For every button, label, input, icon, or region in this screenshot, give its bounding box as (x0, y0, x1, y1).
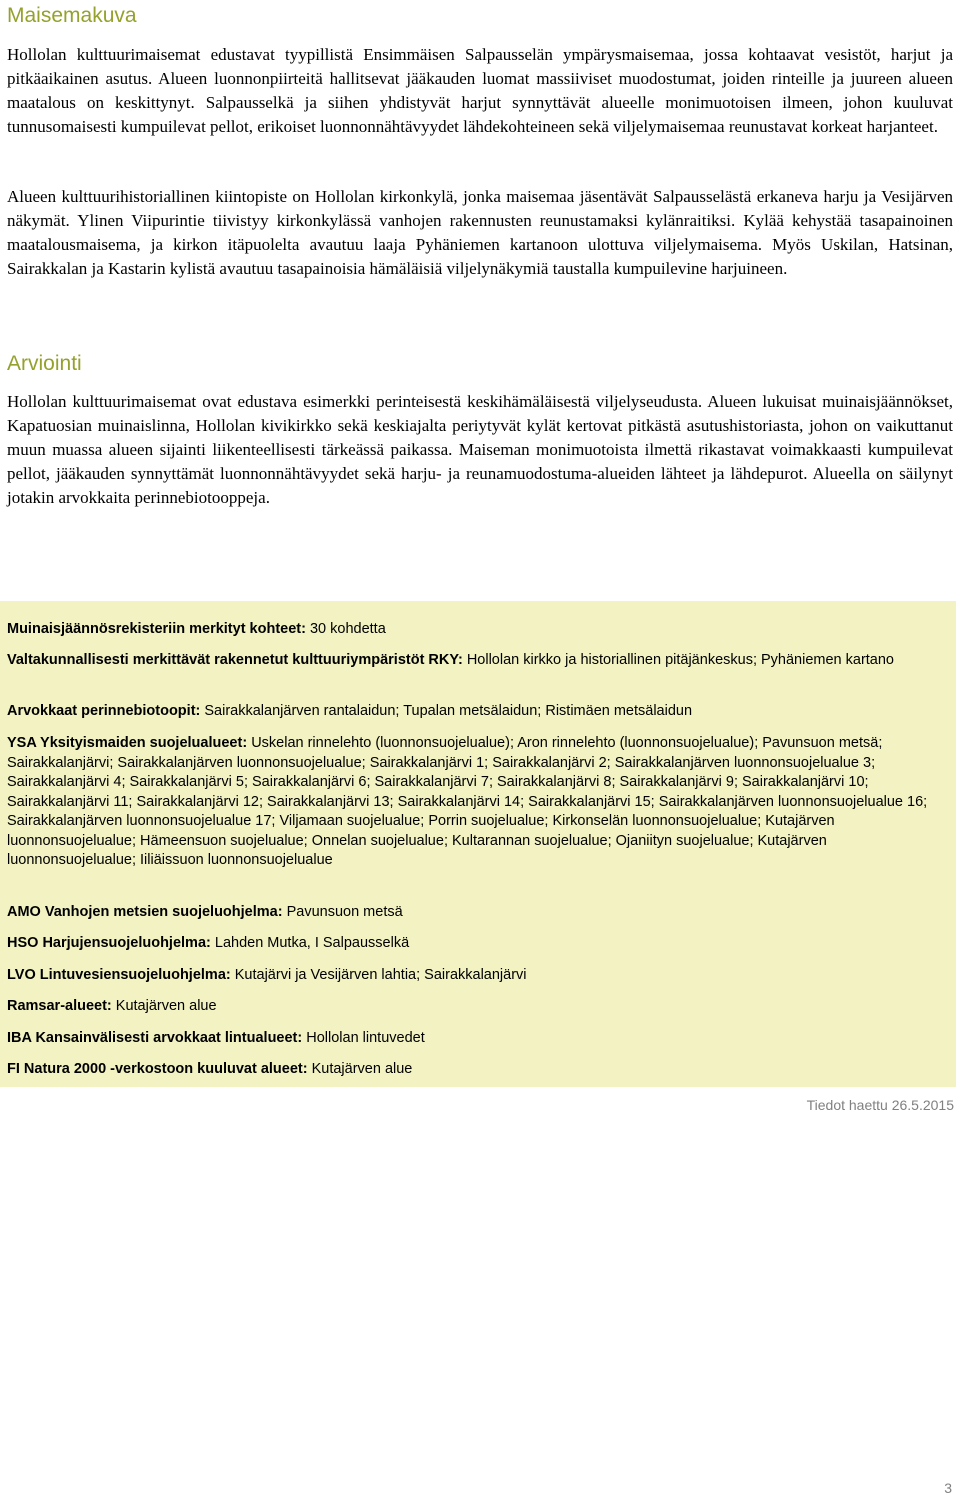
info-label: Arvokkaat perinnebiotoopit: (7, 703, 201, 719)
info-value: Hollolan lintuvedet (306, 1030, 425, 1046)
page-number: 3 (944, 1480, 952, 1496)
info-value: Kutajärven alue (311, 1061, 413, 1077)
info-value: Sairakkalanjärven rantalaidun; Tupalan metsälaidun; Ristimäen metsälaidun (204, 703, 693, 719)
info-item-natura (7, 1060, 949, 1080)
info-value: Pavunsuon metsä (286, 904, 403, 920)
info-label: YSA Yksityismaiden suojelualueet: (7, 735, 248, 751)
info-item-ancient-relics (7, 620, 949, 640)
info-label: Muinaisjäännösrekisteriin merkityt kohteet: (7, 621, 306, 637)
info-value: Kutajärvi ja Vesijärven lahtia; Sairakkalanjärvi (234, 967, 527, 983)
assessment-paragraph: Hollolan kulttuurimaisemat ovat edustava esimerkki perinteisestä keskihämäläisestä viljelyseudusta. Alueen lukuisat muinaisjäännökset, Kapatuosian muinaislinna, Hollolan kivikirkko sekä keskiajalta periytyvät kylät kertovat pitkästä asutushistoriasta, johon on vaikuttanut muun muassa alueen sijainti liikenteellisesti tärkeässä paikassa. Maiseman monimuotoista ilmettä rikastavat voimakkaasti kumpuilevat pellot, jääkauden synnyttämät luonnonnähtävyydet sekä harju- ja reunamuodostuma-alueiden lähteet ja lähdepurot. Alueella on säilynyt jotakin arvokkaita perinnebiotooppeja. (7, 392, 953, 507)
info-item-rky (7, 651, 949, 671)
info-value: Kutajärven alue (115, 998, 217, 1014)
info-label: Ramsar-alueet: (7, 998, 112, 1014)
info-item-iba (7, 1029, 949, 1049)
info-value: Lahden Mutka, I Salpausselkä (214, 935, 410, 951)
info-item-hso (7, 934, 949, 954)
info-item-lvo (7, 966, 949, 986)
info-item-ysa (7, 734, 949, 871)
info-value: Uskelan rinnelehto (luonnonsuojelualue); Aron rinnelehto (luonnonsuojelualue); Pavunsuon metsä; Sairakkalanjärvi; Sairakkalanjärven luonnonsuojelualue; Sairakkalanjärvi 1; Sairakkalanjärvi 2; Sairakkalanjärven luonnonsuojelualue 3; Sairakkalanjärvi 4; Sairakkalanjärvi 5; Sairakkalanjärvi 6; Sairakkalanjärvi 7; Sairakkalanjärvi 8; Sairakkalanjärvi 9; Sairakkalanjärvi 10; Sairakkalanjärvi 11; Sairakkalanjärvi 12; Sairakkalanjärvi 13; Sairakkalanjärvi 14; Sairakkalanjärvi 15; Sairakkalanjärven luonnonsuojelualue 16; Sairakkalanjärven luonnonsuojelualue 17; Viljamaan suojelualue; Porrin suojelualue; Kirkonselän luonnonsuojelualue; Kutajärven luonnonsuojelualue; Hämeensuon suojelualue; Onnelan suojelualue; Kultarannan suojelualue; Ojaniityn suojelualue; Kutajärven luonnonsuojelualue; Iiliäissuon luonnonsuojelualue (7, 735, 928, 868)
info-item-ramsar (7, 997, 949, 1017)
section-heading-assessment: Arviointi (7, 352, 82, 375)
section-heading-landscape: Maisemakuva (7, 4, 137, 27)
landscape-paragraph-1: Hollolan kulttuurimaisemat edustavat tyypillistä Ensimmäisen Salpausselän ympärysmaisemaa, jossa kohtaavat vesistöt, harjut ja pitkäaikainen asutus. Alueen luonnonpiirteitä hallitsevat jääkauden luomat massiiviset muodostumat, joiden rinteille ja juureen alueen maatalous on keskittynyt. Salpausselkä ja siihen yhdistyvät harjut synnyttävät alueelle monimuotoisen ilmeen, johon kuuluvat tunnusomaisesti kumpuilevat pellot, erikoiset luonnonnähtävyydet lähdekohteineen sekä viljelymaisemaa reunustavat korkeat harjanteet. (7, 45, 953, 136)
info-item-heritage-biotopes (7, 702, 949, 722)
landscape-paragraph-2: Alueen kulttuurihistoriallinen kiintopiste on Hollolan kirkonkylä, jonka maisemaa jäsentävät Salpausselästä erkaneva harju ja Vesijärven näkymät. Ylinen Viipurintie tiivistyy kirkonkylässä vanhojen rakennusten reunustamaksi kylänraitiksi. Kylää kehystää tasapainoinen maatalousmaisema, ja kirkon itäpuolelta avautuu laaja Pyhäniemen kartanoon ulottuva viljelymaisema. Myös Uskilan, Hatsinan, Sairakkalan ja Kastarin kylistä avautuu tasapainoisia hämäläisiä viljelynäkymiä taustalla kumpuilevine harjuineen. (7, 187, 953, 278)
info-value: Hollolan kirkko ja historiallinen pitäjänkeskus; Pyhäniemen kartano (466, 652, 894, 668)
info-value: 30 kohdetta (309, 621, 386, 637)
info-label: LVO Lintuvesiensuojeluohjelma: (7, 967, 231, 983)
info-label: FI Natura 2000 -verkostoon kuuluvat alueet: (7, 1061, 308, 1077)
info-label: HSO Harjujensuojeluohjelma: (7, 935, 211, 951)
info-label: IBA Kansainvälisesti arvokkaat lintualueet: (7, 1030, 303, 1046)
info-label: Valtakunnallisesti merkittävät rakennetut kulttuuriympäristöt RKY: (7, 652, 463, 668)
info-item-amo (7, 903, 949, 923)
info-label: AMO Vanhojen metsien suojeluohjelma: (7, 904, 283, 920)
protection-info-box (0, 601, 956, 1087)
data-retrieved-note: Tiedot haettu 26.5.2015 (806, 1097, 954, 1113)
